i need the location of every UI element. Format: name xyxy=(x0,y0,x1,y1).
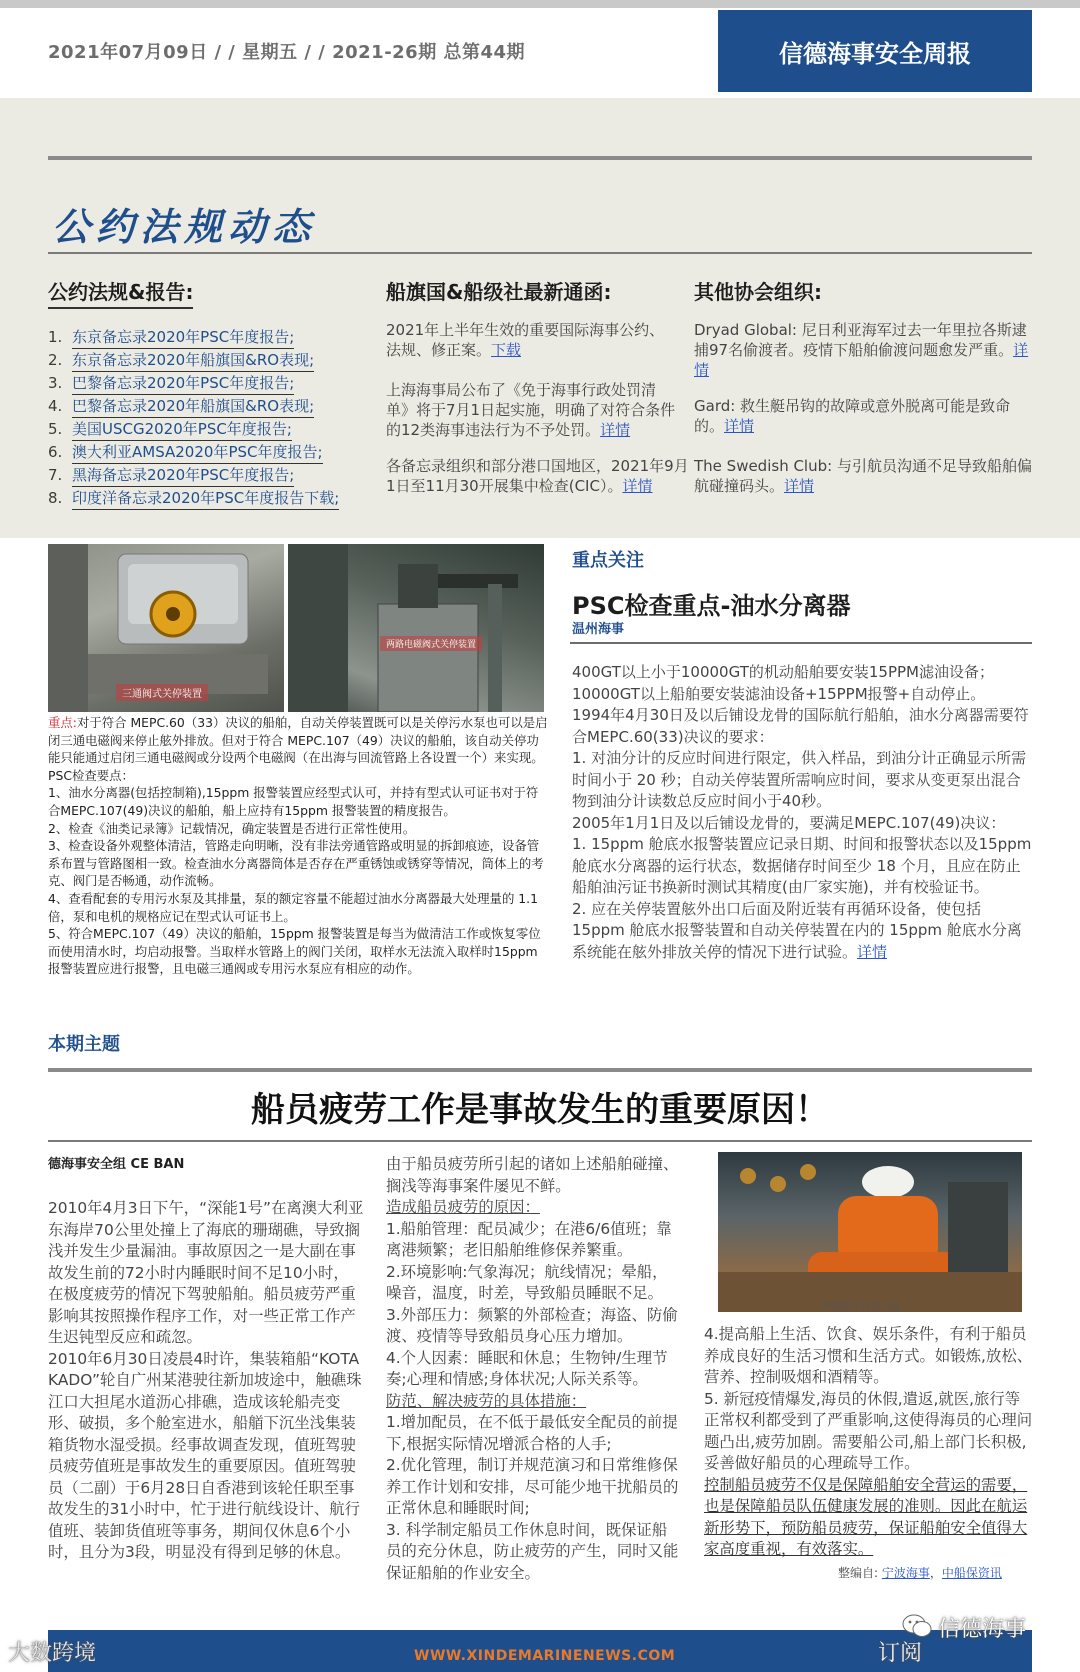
feature-source: 温州海事 xyxy=(572,622,625,637)
report-link[interactable]: 美国USCG2020年PSC年度报告; xyxy=(72,418,292,441)
editor-credit: 整编自: 宁波海事，中船保资讯 xyxy=(838,1566,1002,1580)
photo-tag-right: 两路电磁阀式关停装置 xyxy=(380,636,482,651)
causes-heading: 造成船员疲劳的原因： xyxy=(386,1198,540,1216)
assoc-news-3: The Swedish Club: 与引航员沟通不足导致船舶偏航碰撞码头。详情 xyxy=(694,457,1032,495)
watermark-left: 大数跨境 xyxy=(8,1641,97,1666)
measure-item: 3. 科学制定船员工作休息时间，既保证船员的充分休息，防止疲劳的产生，同时又能保证船舶的作业安全。 xyxy=(386,1520,679,1582)
flag-notice-1: 2021年上半年生效的重要国际海事公约、法规、修正案。下载 xyxy=(386,321,665,359)
photo-credit: 网络图片仅供示意 xyxy=(821,1302,901,1313)
measures-heading: 防范、解决疲劳的具体措施： xyxy=(386,1391,587,1410)
article-paragraph: 2010年6月30日凌晨4时许，集装箱船“KOTA KADO”轮自广州某港驶往新加坡途中，触礁珠江口大担尾水道沥心排礁，造成该轮船壳变形、破损，多个舱室进水，船艏下沉坐浅集装箱货物水湿受损。经事故调查发现，值班驾驶员疲劳值班是事故发生的重要原因。值班驾驶员（二副）于6月28日自香港到该轮任职至事故发生的31小时中，忙于进行航线设计、航行值班、装卸货值班等事务，期间仅休息6个小时，且分为3段，明显没有得到足够的休息。 xyxy=(48,1349,362,1561)
notes-point: 3、检查设备外观整体清洁，管路走向明晰，没有非法旁通管路或明显的拆卸痕迹，设备管系布置与管路图相一致。检查油水分离器筒体是否存在严重锈蚀或锈穿等情况，筒体上的考克、阀门是否畅通，动作流畅。 xyxy=(48,838,544,889)
feature-paragraph: 1. 15ppm 舱底水报警装置应记录日期、时间和报警状态以及15ppm舱底水分离器的运行状态，数据储存时间至少 18 个月，且应在防止船舶油污证书换新时测试其精度(由厂家实施)，并有校验证书。 xyxy=(572,835,1032,896)
report-list xyxy=(48,326,368,510)
details-link[interactable]: 详情 xyxy=(622,477,653,495)
feature-paragraph: 1. 对油分计的反应时间进行限定，供入样品，到油分计正确显示所需时间小于 20 秒；自动关停装置所需响应时间，要求从变更泵出混合物到油分计读数总反应时间小于40秒。 xyxy=(572,749,1027,810)
article-col-middle xyxy=(386,1154,682,1584)
topic-divider xyxy=(48,1068,1032,1072)
report-item[interactable]: 8. 印度洋备忘录2020年PSC年度报告下载; xyxy=(48,487,368,510)
measure-item: 5. 新冠疫情爆发,海员的休假,遣返,就医,旅行等正常权利都受到了严重影响,这使得海员的心理问题凸出,疲劳加剧。需要船公司,船上部门长积极,妥善做好船员的心理疏导工作。 xyxy=(704,1389,1033,1472)
article-paragraph: 由于船员疲劳所引起的诸如上述船舶碰撞、搁浅等海事案件屡见不鲜。 xyxy=(386,1155,679,1195)
feature-body xyxy=(572,662,1032,963)
details-link[interactable]: 详情 xyxy=(784,477,815,495)
download-link[interactable]: 下载 xyxy=(491,341,522,359)
report-link[interactable]: 东京备忘录2020年PSC年度报告; xyxy=(72,326,294,349)
section-divider xyxy=(48,252,1032,254)
subscribe-button[interactable]: 订阅 xyxy=(878,1641,923,1666)
valve-photo-right xyxy=(288,544,544,712)
cause-item: 1.船舶管理：配员减少；在港6/6值班；靠离港频繁；老旧船舶维修保养繁重。 xyxy=(386,1219,672,1259)
feature-paragraph: 2. 应在关停装置舷外出口后面及附近装有再循环设备，使包括15ppm 舱底水报警装置和自动关停装置在内的 15ppm 舱底水分离系统能在舷外排放关停的情况下进行试验。详情 xyxy=(572,899,1022,961)
section-title: 公约法规动态 xyxy=(52,205,317,249)
col2-heading: 船旗国&船级社最新通函: xyxy=(386,280,612,304)
report-link[interactable]: 黑海备忘录2020年PSC年度报告; xyxy=(72,464,294,487)
fatigued-seafarer-photo xyxy=(718,1152,1022,1312)
brand-banner: 信德海事安全周报 xyxy=(718,10,1032,92)
watermark-brand: 信德海事 xyxy=(938,1617,1027,1642)
notes-point: 4、查看配套的专用污水泵及其排量，泵的额定容量不能超过油水分离器最大处理量的 1.1 倍，泵和电机的规格应记在型式认可证书上。 xyxy=(48,890,538,924)
flag-notice-2: 上海海事局公布了《免于海事行政处罚清单》将于7月1日起实施，明确了对符合条件的12类海事违法行为不予处罚。详情 xyxy=(386,381,676,439)
details-link[interactable]: 详情 xyxy=(724,417,755,435)
report-item[interactable]: 1. 东京备忘录2020年PSC年度报告; xyxy=(48,326,368,349)
measure-item: 1.增加配员，在不低于最低安全配员的前提下,根据实际情况增派合格的人手; xyxy=(386,1413,678,1453)
cause-item: 4.个人因素：睡眠和休息；生物钟/生理节奏;心理和情感;身体状况;人际关系等。 xyxy=(386,1348,668,1388)
inspection-notes xyxy=(48,714,550,978)
cause-item: 2.环境影响:气象海况；航线情况；晕船，噪音，温度，时差，导致船员睡眠不足。 xyxy=(386,1262,668,1302)
notes-point: 1、油水分离器(包括控制箱),15ppm 报警装置应经型式认可，并持有型式认可证书对于符合MEPC.107(49)决议的船舶，船上应持有15ppm 报警装置的精度报告。 xyxy=(48,785,539,818)
article-col-left xyxy=(48,1198,364,1564)
issue-date-line: 2021年07月09日 / / 星期五 / / 2021-26期 总第44期 xyxy=(48,42,526,63)
source-link[interactable]: 中船保资讯 xyxy=(941,1566,1002,1580)
article-byline: 德海事安全组 CE BAN xyxy=(48,1157,185,1172)
report-item[interactable]: 2. 东京备忘录2020年船旗国&RO表现; xyxy=(48,349,368,372)
report-link[interactable]: 巴黎备忘录2020年PSC年度报告; xyxy=(72,372,294,395)
article-paragraph: 2010年4月3日下午，“深能1号”在离澳大利亚东海岸70公里处撞上了海底的珊瑚礁，导致搁浅并发生少量漏油。事故原因之一是大副在事故发生前的72小时内睡眠时间不足10小时，在极度疲劳的情况下驾驶船舶。船员疲劳严重影响其按照操作程序工作，对一些正常工作产生迟钝型反应和疏忽。 xyxy=(48,1199,364,1346)
flag-notice-3: 各备忘录组织和部分港口国地区，2021年9月1日至11月30开展集中检查(CIC）。详情 xyxy=(386,457,689,495)
separator-illustration xyxy=(288,544,544,712)
report-link[interactable]: 东京备忘录2020年船旗国&RO表现; xyxy=(72,349,314,372)
valve-photo-left xyxy=(48,544,284,712)
assoc-news-1: Dryad Global: 尼日利亚海军过去一年里拉各斯逮捕97名偷渡者。疫情下船舶偷渡问题愈发严重。详情 xyxy=(694,321,1029,379)
feature-paragraph: 1994年4月30日及以后铺设龙骨的国际航行船舶，油水分离器需要符合MEPC.60(33)决议的要求： xyxy=(572,706,1029,746)
photo-tag-left: 三通阀式关停装置 xyxy=(116,684,208,701)
topic-title: 船员疲劳工作是事故发生的重要原因！ xyxy=(251,1090,829,1130)
topic-kicker: 本期主题 xyxy=(48,1034,120,1055)
article-col-right xyxy=(704,1324,1034,1561)
report-link[interactable]: 澳大利亚AMSA2020年PSC年度报告; xyxy=(72,441,323,464)
measure-item: 2.优化管理，制订并规范演习和日常维修保养工作计划和安排，尽可能少地干扰船员的正常休息和睡眠时间; xyxy=(386,1456,679,1517)
feature-paragraph: 400GT以上小于10000GT的机动船舶要安装15PPM滤油设备；10000GT以上船舶要安装滤油设备+15PPM报警+自动停止。 xyxy=(572,663,994,703)
wechat-icon xyxy=(902,1614,932,1638)
details-link[interactable]: 详情 xyxy=(694,341,1029,379)
report-item[interactable]: 3. 巴黎备忘录2020年PSC年度报告; xyxy=(48,372,368,395)
report-link[interactable]: 印度洋备忘录2020年PSC年度报告下载; xyxy=(72,487,339,510)
report-link[interactable]: 巴黎备忘录2020年船旗国&RO表现; xyxy=(72,395,314,418)
seafarer-illustration xyxy=(718,1152,1022,1312)
report-item[interactable]: 5. 美国USCG2020年PSC年度报告; xyxy=(48,418,368,441)
feature-divider xyxy=(570,642,1032,644)
notes-point: 2、检查《油类记录簿》记载情况，确定装置是否进行正常性使用。 xyxy=(48,820,416,836)
report-item[interactable]: 6. 澳大利亚AMSA2020年PSC年度报告; xyxy=(48,441,368,464)
details-link[interactable]: 详情 xyxy=(600,421,631,439)
measure-item: 4.提高船上生活、饮食、娱乐条件，有利于船员养成良好的生活习惯和生活方式。如锻炼,放松、营养、控制吸烟和酒精等。 xyxy=(704,1325,1033,1386)
conclusion-emphasis: 控制船员疲劳不仅是保障船舶安全营运的需要，也是保障船员队伍健康发展的准则。因此在航运新形势下，预防船员疲劳，保证船舶安全值得大家高度重视，有效落实。 xyxy=(704,1475,1028,1558)
notes-intro: 重点:对于符合 MEPC.60（33）决议的船舶，自动关停装置既可以是关停污水泵也可以是启闭三通电磁阀来停止舷外排放。但对于符合 MEPC.107（49）决议的船舶，该自动关停功能只能通过启闭三通电磁阀或分设两个电磁阀（在出海与回流管路上各设置一个）来实现。PSC检查要点： xyxy=(48,715,548,783)
notes-label: 重点: xyxy=(48,715,77,730)
section-divider-top xyxy=(48,156,1032,160)
assoc-news-2: Gard: 救生艇吊钩的故障或意外脱离可能是致命的。详情 xyxy=(694,397,1011,435)
feature-paragraph: 2005年1月1日及以后铺设龙骨的，要满足MEPC.107(49)决议： xyxy=(572,813,1006,832)
feature-title: PSC检查重点-油水分离器 xyxy=(572,592,851,620)
report-item[interactable]: 7. 黑海备忘录2020年PSC年度报告; xyxy=(48,464,368,487)
website-link[interactable]: WWW.XINDEMARINENEWS.COM xyxy=(414,1648,676,1664)
col3-heading: 其他协会组织: xyxy=(694,280,822,304)
source-link[interactable]: 宁波海事 xyxy=(881,1566,930,1580)
notes-point: 5、符合MEPC.107（49）决议的船舶，15ppm 报警装置是每当为做清洁工作或恢复零位而使用清水时，均启动报警。当取样水管路上的阀门关闭，取样水无法流入取样时15ppm 报警装置应进行报警，且电磁三通阀或专用污水泵应有相应的动作。 xyxy=(48,926,541,977)
feature-kicker: 重点关注 xyxy=(572,550,644,571)
topic-title-divider xyxy=(48,1140,1032,1142)
top-strip xyxy=(0,0,1080,8)
col1-heading: 公约法规&报告: xyxy=(48,276,193,309)
cause-item: 3.外部压力：频繁的外部检查；海盗、防偷渡、疫情等导致船员身心压力增加。 xyxy=(386,1305,678,1345)
details-link[interactable]: 详情 xyxy=(857,942,888,961)
report-item[interactable]: 4. 巴黎备忘录2020年船旗国&RO表现; xyxy=(48,395,368,418)
